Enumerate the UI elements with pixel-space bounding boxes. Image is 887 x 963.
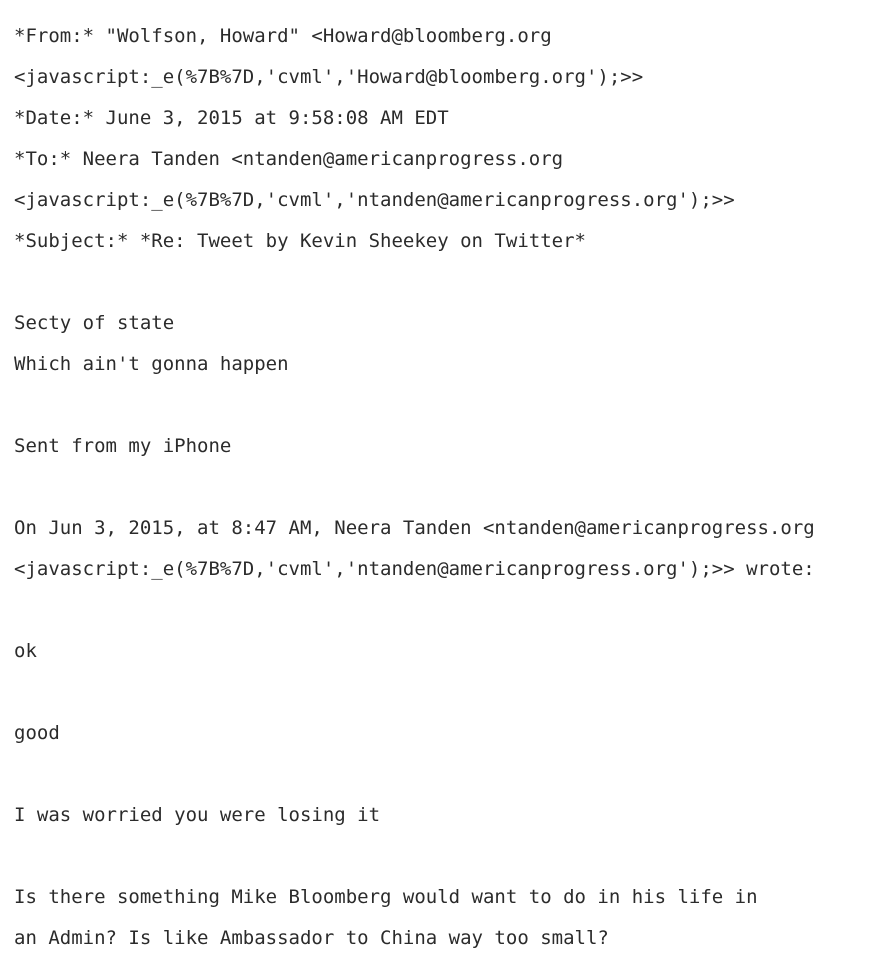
to-line: *To:* Neera Tanden <ntanden@americanprogress.org <box>14 148 564 170</box>
quote-attribution: On Jun 3, 2015, at 8:47 AM, Neera Tanden <ntanden@americanprogress.org <box>14 517 815 539</box>
spacer <box>14 385 887 426</box>
subject-line: *Subject:* *Re: Tweet by Kevin Sheekey on Twitter* <box>14 230 586 252</box>
from-address-link[interactable]: <javascript:_e(%7B%7D,'cvml','Howard@bloomberg.org');>> <box>14 66 644 88</box>
quoted-message: I was worried you were losing it <box>14 804 381 826</box>
quoted-message: ok <box>14 640 37 662</box>
quoted-message: Is there something Mike Bloomberg would want to do in his life in <box>14 886 758 908</box>
spacer <box>14 836 887 877</box>
signature: Sent from my iPhone <box>14 435 232 457</box>
quote-attribution-link[interactable]: <javascript:_e(%7B%7D,'cvml','ntanden@americanprogress.org');>> wrote: <box>14 558 815 580</box>
spacer <box>14 590 887 631</box>
quoted-message: an Admin? Is like Ambassador to China way too small? <box>14 927 609 949</box>
spacer <box>14 754 887 795</box>
to-address-link[interactable]: <javascript:_e(%7B%7D,'cvml','ntanden@americanprogress.org');>> <box>14 189 735 211</box>
spacer <box>14 262 887 303</box>
quoted-message: good <box>14 722 60 744</box>
reply-text-line: Which ain't gonna happen <box>14 353 289 375</box>
from-line: *From:* "Wolfson, Howard" <Howard@bloomberg.org <box>14 25 552 47</box>
reply-text-line: Secty of state <box>14 312 175 334</box>
spacer <box>14 672 887 713</box>
spacer <box>14 467 887 508</box>
date-line: *Date:* June 3, 2015 at 9:58:08 AM EDT <box>14 107 449 129</box>
